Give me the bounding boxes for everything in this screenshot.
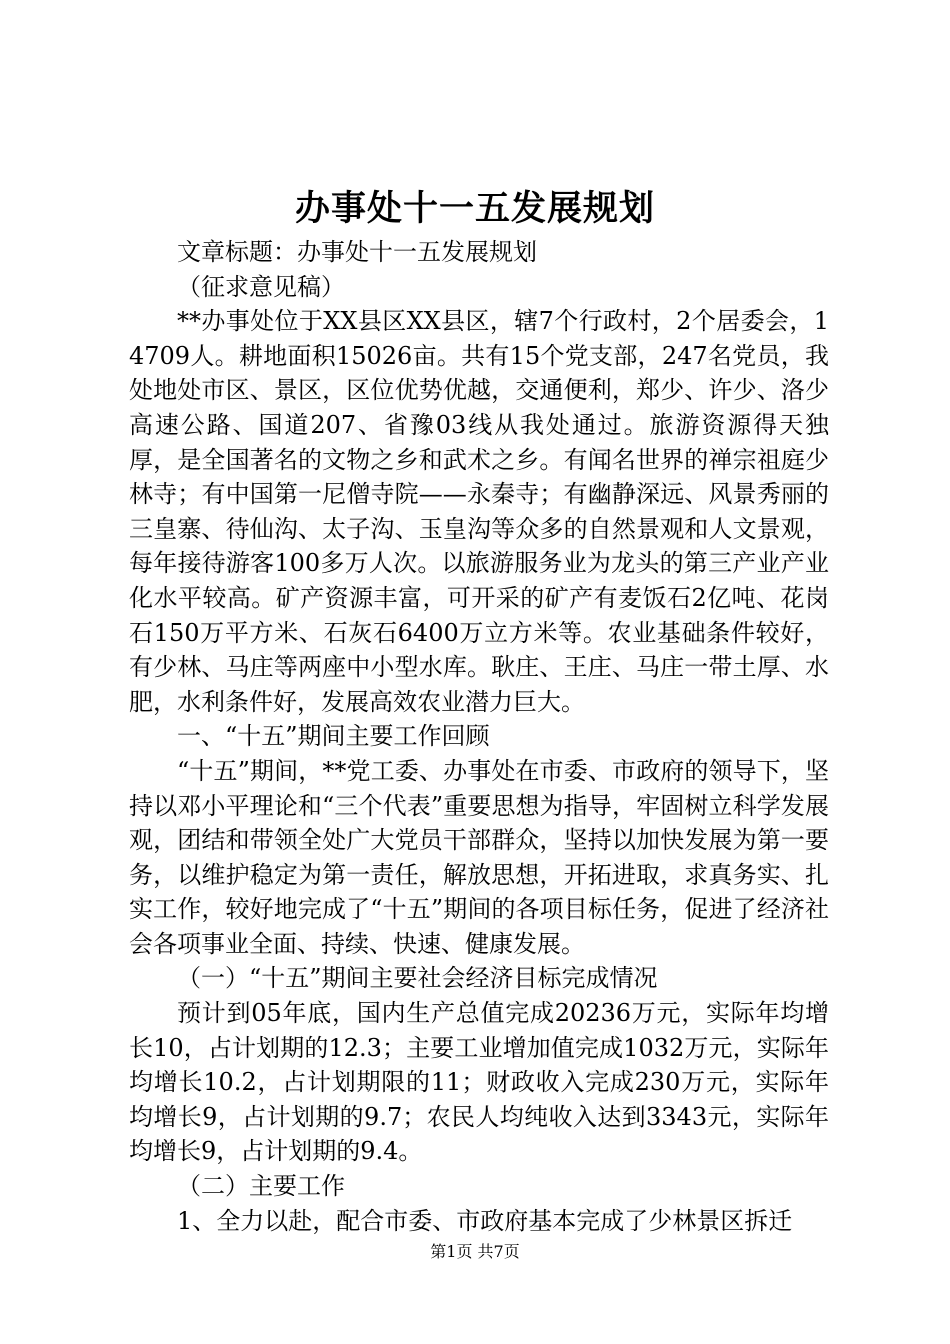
page-indicator: 第1页 共7页 xyxy=(430,1242,520,1261)
document-body xyxy=(129,235,829,1238)
paragraph-overview: **办事处位于XX县区XX县区，辖7个行政村，2个居委会，14709人。耕地面积15026亩。共有15个党支部，247名党员，我处地处市区、景区，区位优势优越，交通便利，郑少、许少、洛少高速公路、国道207、省豫03线从我处通过。旅游资源得天独厚，是全国著名的文物之乡和武术之乡。有闻名世界的禅宗祖庭少林寺；有中国第一尼僧寺院——永秦寺；有幽静深远、风景秀丽的三皇寨、待仙沟、太子沟、玉皇沟等众多的自然景观和人文景观，每年接待游客100多万人次。以旅游服务业为龙头的第三产业产业化水平较高。矿产资源丰富，可开采的矿产有麦饭石2亿吨、花岗石150万平方米、石灰石6400万立方米等。农业基础条件较好，有少林、马庄等两座中小型水库。耿庄、王庄、马庄一带土厚、水肥，水利条件好，发展高效农业潜力巨大。 xyxy=(129,307,829,716)
paragraph-main-work-1: 1、全力以赴，配合市委、市政府基本完成了少林景区拆迁 xyxy=(177,1206,793,1235)
article-title-line: 文章标题：办事处十一五发展规划 xyxy=(177,238,537,266)
subsection-heading-targets: （一）“十五”期间主要社会经济目标完成情况 xyxy=(177,964,658,993)
paragraph-review: “十五”期间，**党工委、办事处在市委、市政府的领导下，坚持以邓小平理论和“三个代表”重要思想为指导，牢固树立科学发展观，团结和带领全处广大党员干部群众，坚持以加快发展为第一要务，以维护稳定为第一责任，解放思想，开拓进取，求真务实、扎实工作，较好地完成了“十五”期间的各项目标任务，促进了经济社会各项事业全面、持续、快速、健康发展。 xyxy=(129,756,829,958)
section-heading-review: 一、“十五”期间主要工作回顾 xyxy=(177,722,490,751)
draft-note: （征求意见稿） xyxy=(177,272,345,301)
document-title: 办事处十一五发展规划 xyxy=(294,188,655,229)
subsection-heading-main-work: （二）主要工作 xyxy=(177,1172,345,1201)
paragraph-targets: 预计到05年底，国内生产总值完成20236万元，实际年均增长10，占计划期的12.3；主要工业增加值完成1032万元，实际年均增长10.2，占计划期限的11；财政收入完成230万元，实际年均增长9，占计划期的9.7；农民人均纯收入达到3343元，实际年均增长9，占计划期的9.4。 xyxy=(129,999,829,1166)
